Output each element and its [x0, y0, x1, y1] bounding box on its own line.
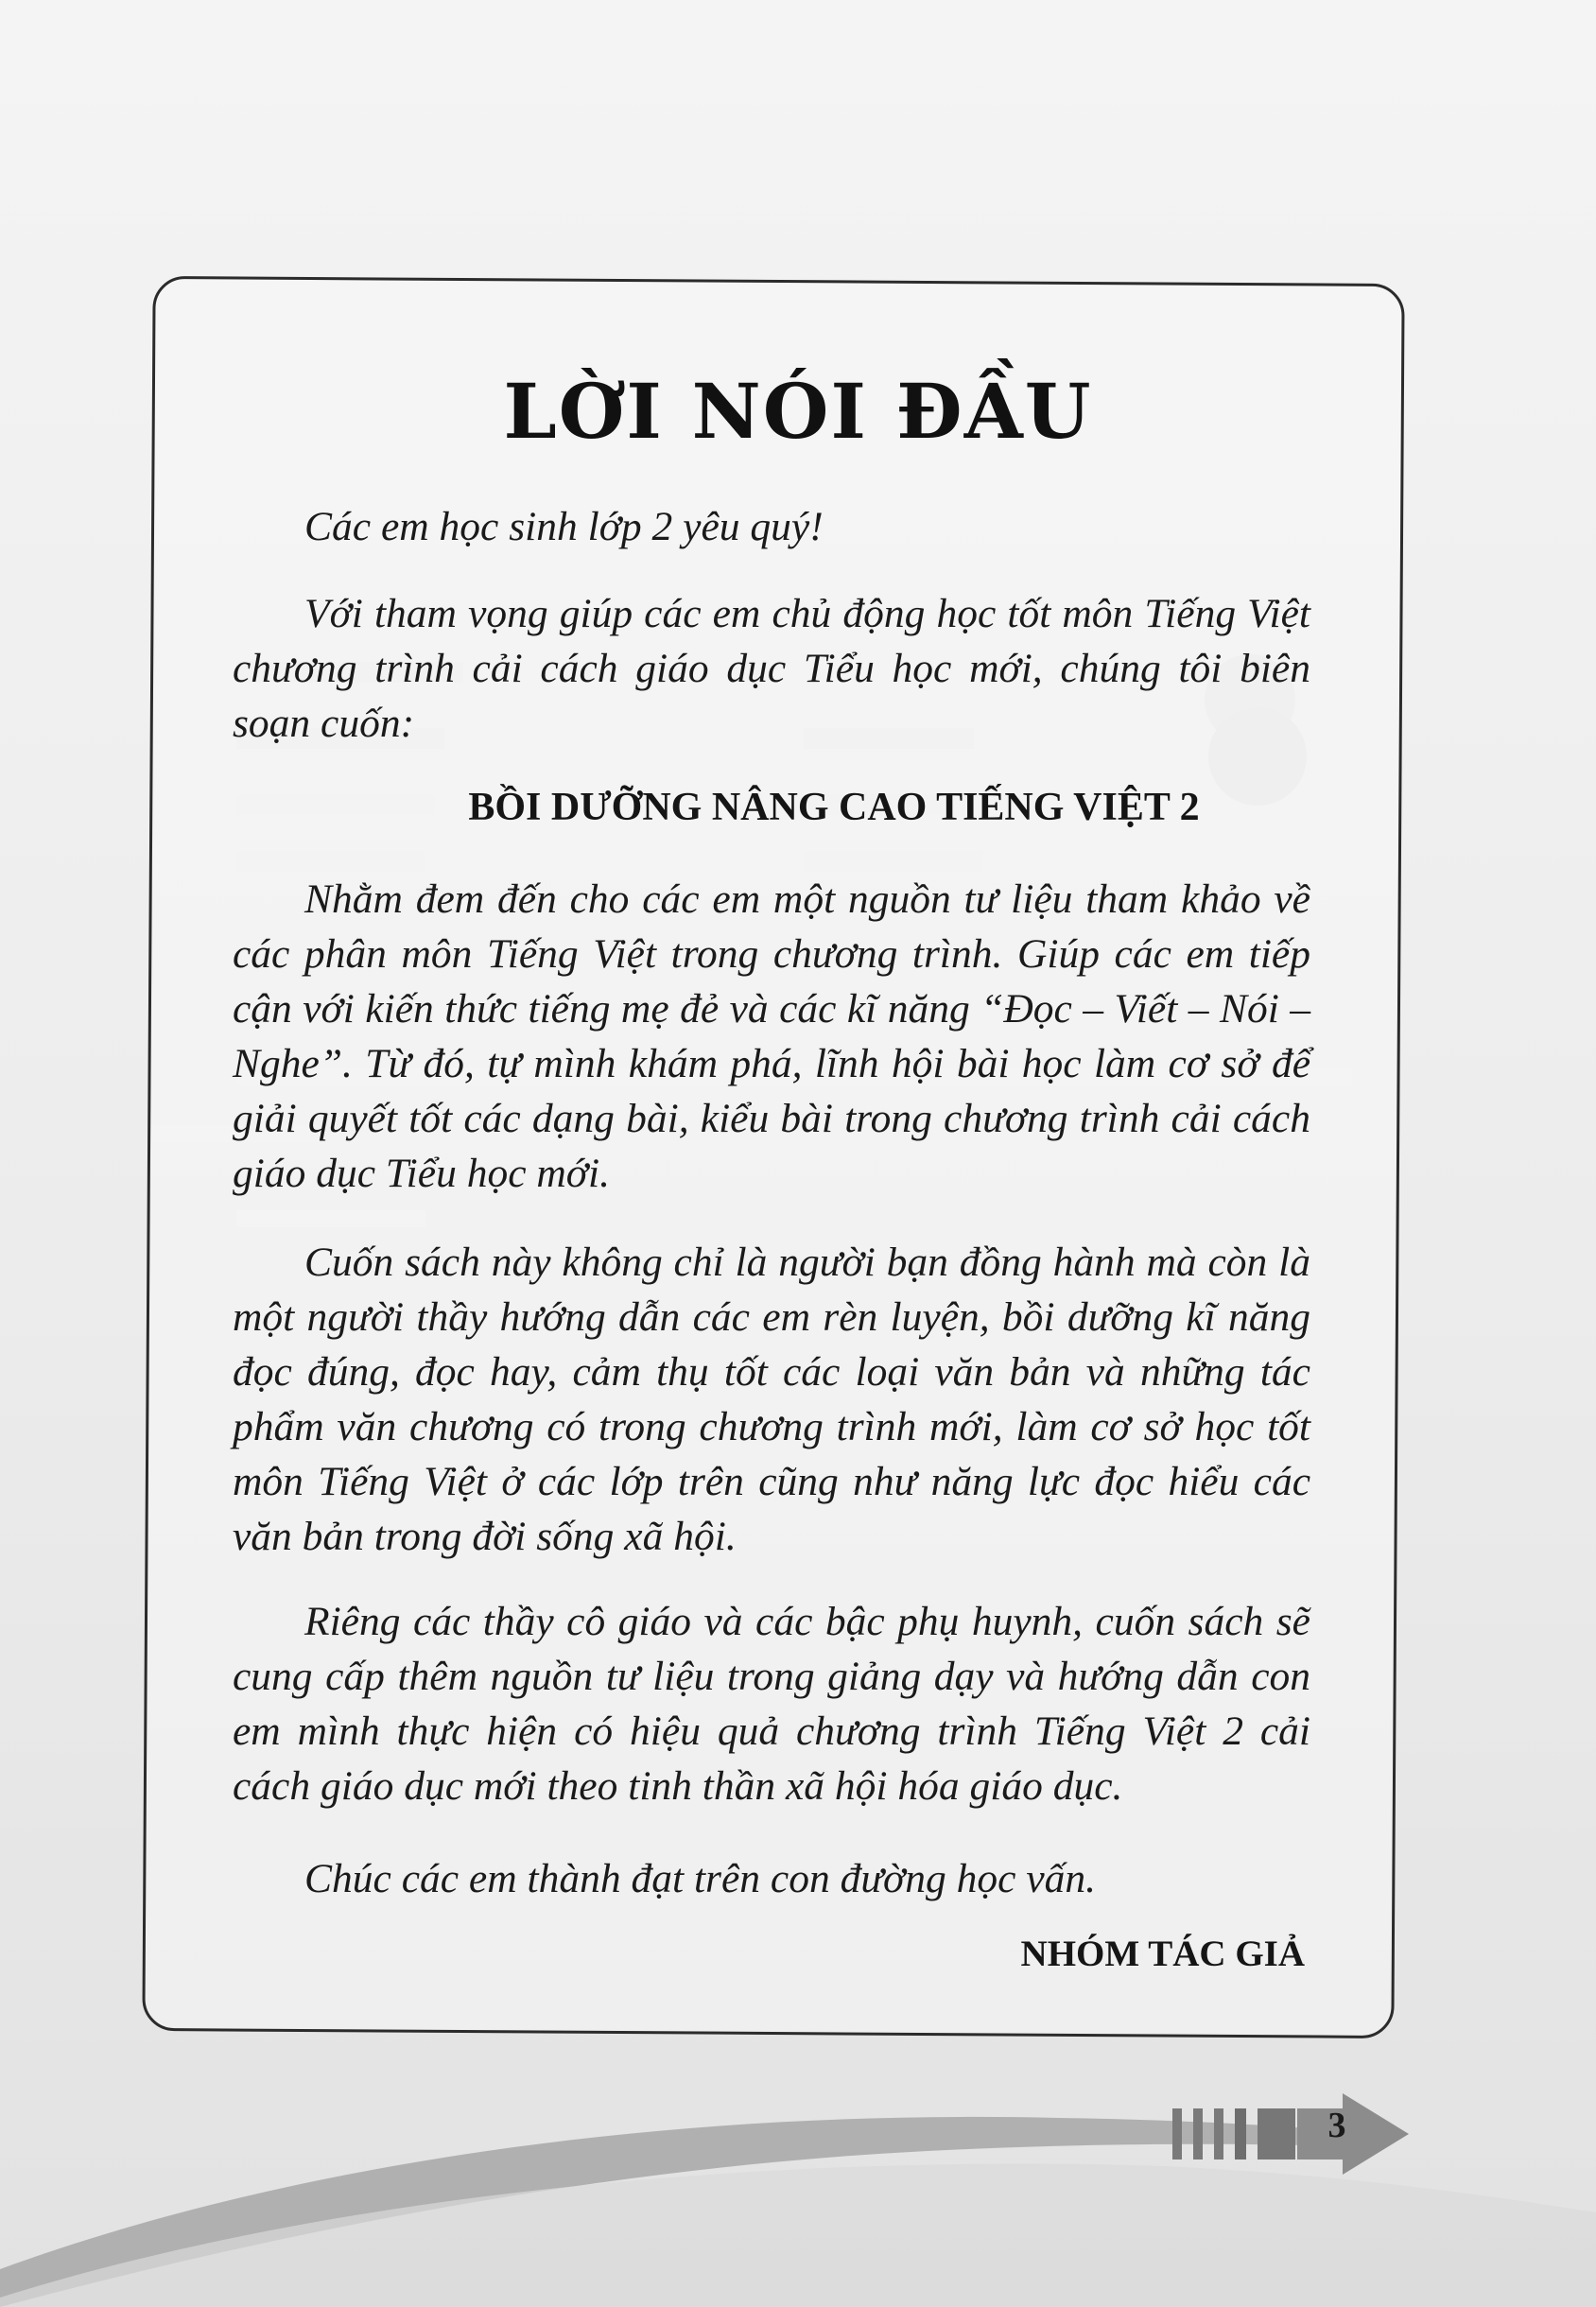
- footer-swoosh: [0, 2052, 1596, 2307]
- page-title: LỜI NÓI ĐẦU: [503, 367, 1093, 456]
- footer-bar: [1193, 2108, 1203, 2160]
- intro-paragraph: Với tham vọng giúp các em chủ động học tốt môn Tiếng Việt chương trình cải cách giáo dục Tiểu học mới, chúng tôi biên soạn cuốn:: [233, 591, 1310, 746]
- book-title: BỒI DƯỠNG NÂNG CAO TIẾNG VIỆT 2: [468, 786, 1200, 829]
- closing-paragraph: Chúc các em thành đạt trên con đường học vấn.: [304, 1856, 1097, 1901]
- footer-bar: [1214, 2108, 1223, 2160]
- page-number: 3: [1327, 2106, 1346, 2145]
- greeting-text: Các em học sinh lớp 2 yêu quý!: [304, 504, 824, 549]
- companion-paragraph: Cuốn sách này không chỉ là người bạn đồng hành mà còn là một người thầy hướng dẫn các em rèn luyện, bồi dưỡng kĩ năng đọc đúng, đọc hay, cảm thụ tốt các loại văn bản và những tác phẩm văn chương có trong chương trình mới, làm cơ sở học tốt môn Tiếng Việt ở các lớp trên cũng như năng lực đọc hiểu các văn bản trong đời sống xã hội.: [233, 1240, 1310, 1559]
- footer-block: [1258, 2108, 1295, 2160]
- purpose-paragraph: Nhằm đem đến cho các em một nguồn tư liệu tham khảo về các phân môn Tiếng Việt trong chương trình. Giúp các em tiếp cận với kiến thức tiếng mẹ đẻ và các kĩ năng “Đọc – Viết – Nói – Nghe”. Từ đó, tự mình khám phá, lĩnh hội bài học làm cơ sở để giải quyết tốt các dạng bài, kiểu bài trong chương trình cải cách giáo dục Tiểu học mới.: [233, 876, 1310, 1196]
- author-signature: NHÓM TÁC GIẢ: [1020, 1934, 1305, 1974]
- footer-bar: [1172, 2108, 1182, 2160]
- greeting-paragraph: [233, 499, 1310, 554]
- footer-bar: [1235, 2108, 1246, 2160]
- teachers-paragraph: Riêng các thầy cô giáo và các bậc phụ huynh, cuốn sách sẽ cung cấp thêm nguồn tư liệu trong giảng dạy và hướng dẫn con em mình thực hiện có hiệu quả chương trình Tiếng Việt 2 cải cách giáo dục mới theo tinh thần xã hội hóa giáo dục.: [233, 1599, 1310, 1809]
